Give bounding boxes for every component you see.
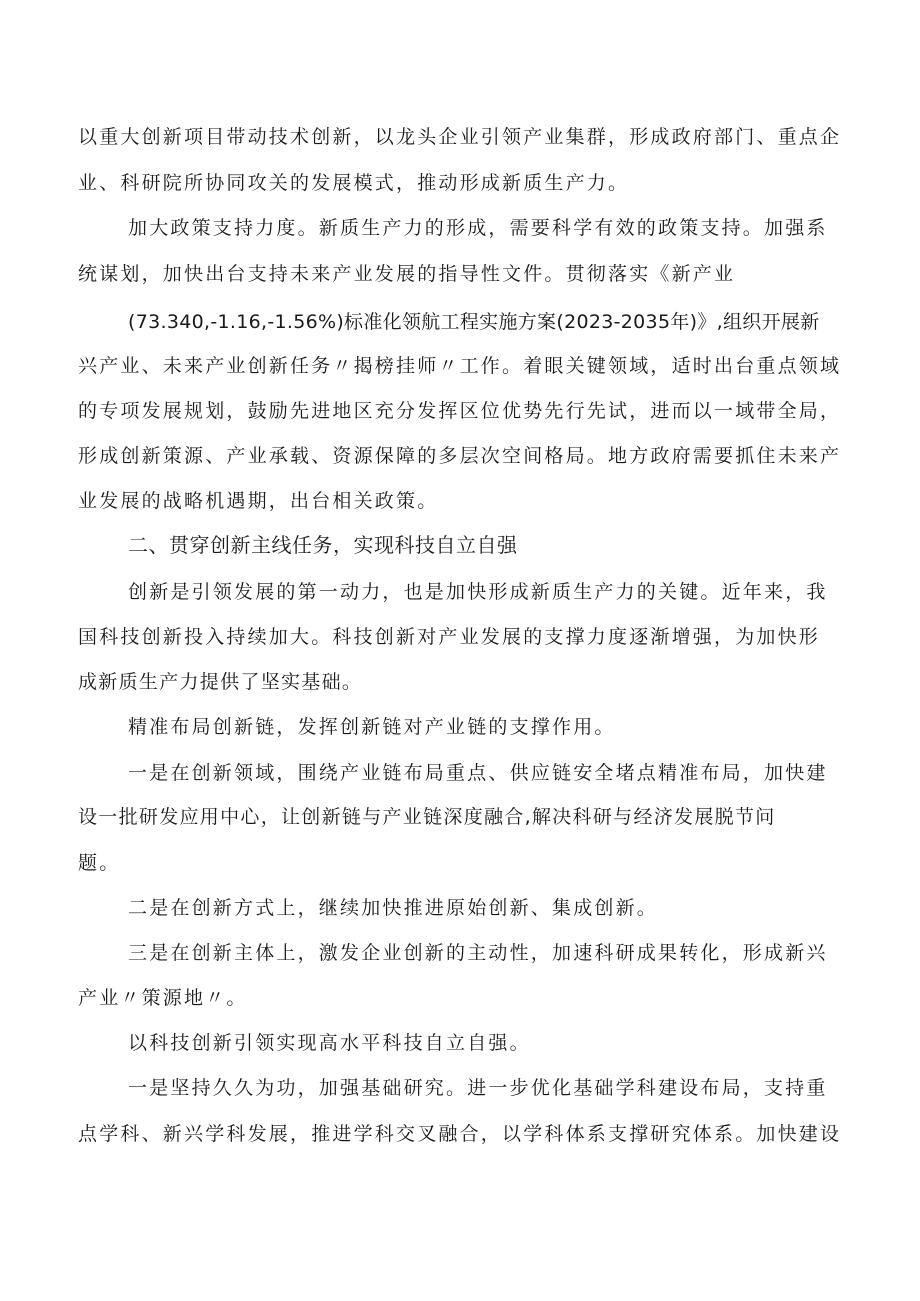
paragraph-line: (73.340,-1.16,-1.56%)标准化领航工程实施方案(2023-2035年)》,组织开展新 [128,311,820,333]
paragraph-line: 一是坚持久久为功，加强基础研究。进一步优化基础学科建设布局，支持重 [128,1077,828,1099]
paragraph-line: 业发展的战略机遇期，出台相关政策。 [78,490,439,512]
paragraph-line: 以科技创新引领实现高水平科技自立自强。 [128,1032,531,1054]
paragraph-line: 国科技创新投入持续加大。科技创新对产业发展的支撑力度逐渐增强，为加快形 [78,626,821,648]
paragraph-line: 业、科研院所协同攻关的发展模式，推动形成新质生产力。 [78,172,630,194]
paragraph-line: 成新质生产力提供了坚实基础。 [78,671,363,693]
paragraph-line: 三是在创新主体上，激发企业创新的主动性，加速科研成果转化，形成新兴 [128,942,828,964]
paragraph-line: 产业〃策源地〃。 [78,987,248,1009]
paragraph-line: 精准布局创新链，发挥创新链对产业链的支撑作用。 [128,716,616,738]
paragraph-line: 一是在创新领域，围绕产业链布局重点、供应链安全堵点精准布局，加快建 [128,762,828,784]
paragraph-line: 加大政策支持力度。新质生产力的形成，需要科学有效的政策支持。加强系 [128,217,828,239]
paragraph-line: 创新是引领发展的第一动力，也是加快形成新质生产力的关键。近年来，我 [128,581,828,603]
paragraph-line: 设一批研发应用中心，让创新链与产业链深度融合,解决科研与经济发展脱节问 [78,806,776,828]
paragraph-line: 的专项发展规划，鼓励先进地区充分发挥区位优势先行先试，进而以一域带全局， [78,400,842,422]
paragraph-line: 以重大创新项目带动技术创新，以龙头企业引领产业集群，形成政府部门、重点企 [78,126,842,148]
paragraph-line: 形成创新策源、产业承载、资源保障的多层次空间格局。地方政府需要抓住未来产 [78,445,842,467]
paragraph-line: 统谋划，加快出台支持未来产业发展的指导性文件。贯彻落实《新产业 [78,263,736,285]
paragraph-line: 点学科、新兴学科发展，推进学科交叉融合，以学科体系支撑研究体系。加快建设 [78,1123,842,1145]
section-heading: 二、贯穿创新主线任务，实现科技自立自强 [128,535,518,557]
paragraph-line: 题。 [78,852,121,874]
paragraph-line: 二是在创新方式上，继续加快推进原始创新、集成创新。 [128,897,659,919]
paragraph-line: 兴产业、未来产业创新任务〃揭榜挂师〃工作。着眼关键领域，适时出台重点领域 [78,355,842,377]
